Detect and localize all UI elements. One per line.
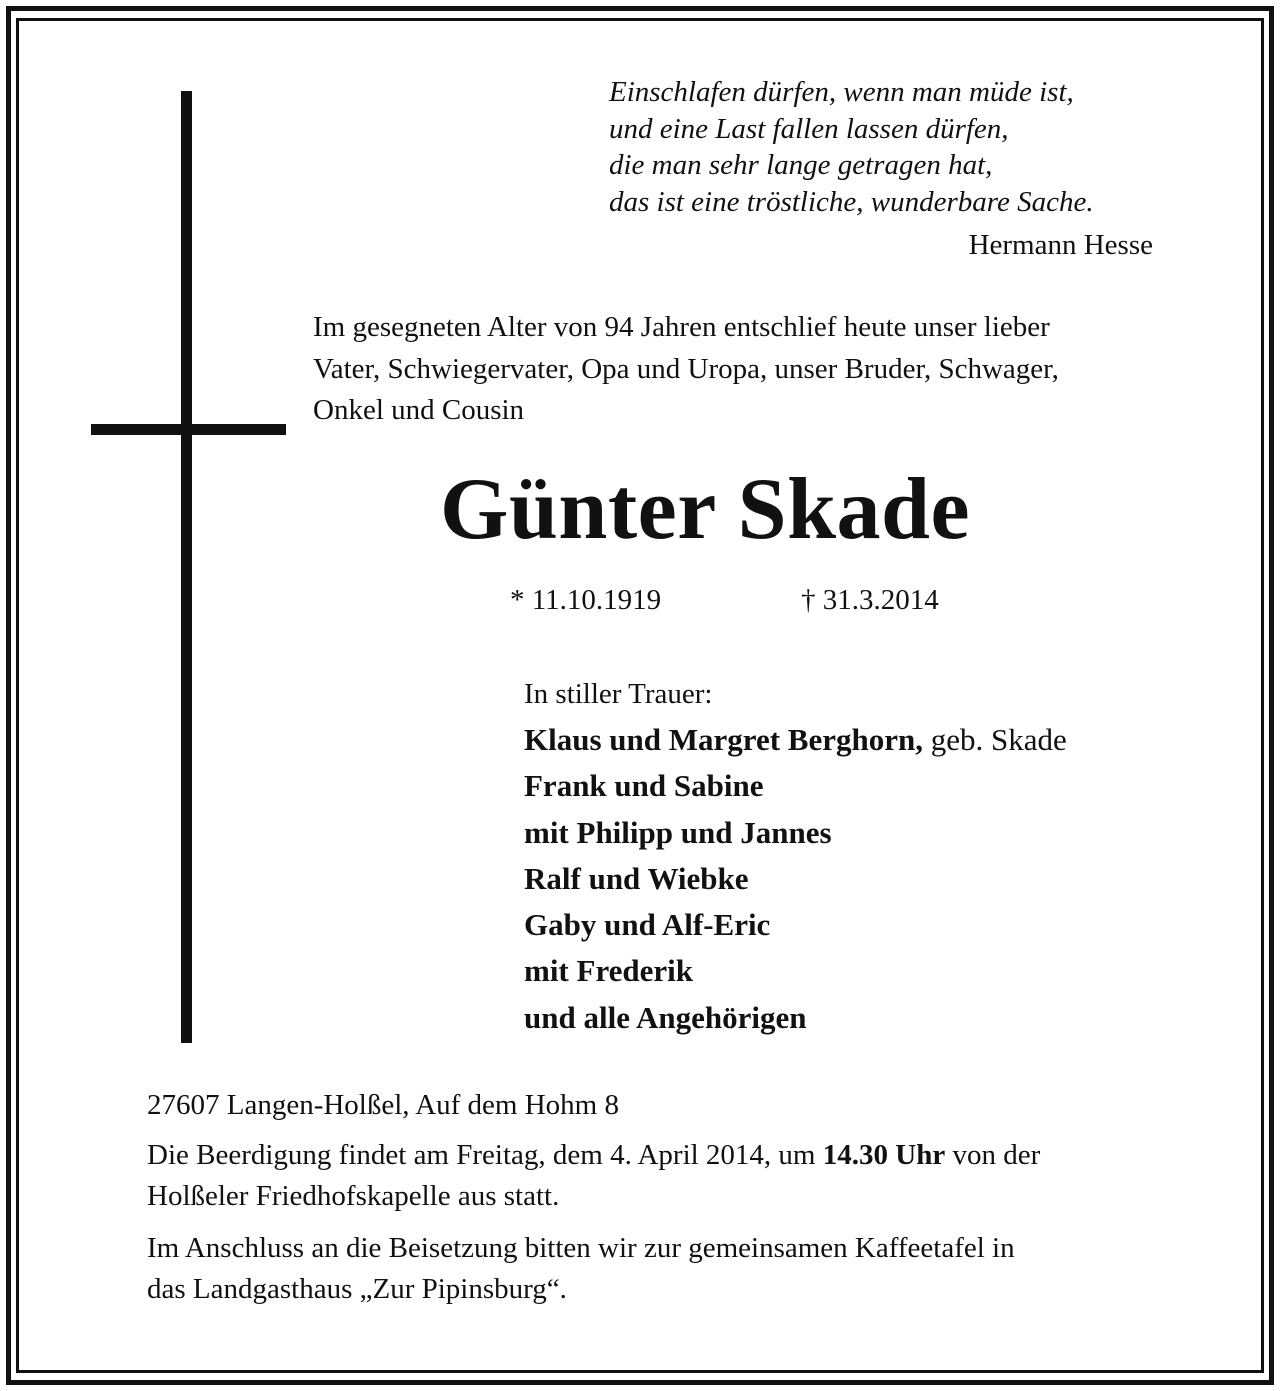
mourner-line [524, 902, 1224, 948]
quote-line: Einschlafen dürfen, wenn man müde ist, [609, 76, 1074, 108]
intro-line: Onkel und Cousin [313, 394, 525, 426]
quote-line: die man sehr lange getragen hat, [609, 149, 993, 181]
mourner-line [524, 717, 1224, 763]
mourner-name: mit Philipp und Jannes [524, 814, 832, 850]
family-address: 27607 Langen-Holßel, Auf dem Hohm 8 [147, 1089, 619, 1121]
birth-date: * 11.10.1919 [510, 584, 662, 616]
reception-info [147, 1228, 1207, 1310]
quote-author: Hermann Hesse [968, 229, 1153, 261]
deceased-name: Günter Skade [440, 461, 971, 558]
mourner-suffix: geb. Skade [923, 722, 1067, 757]
funeral-text: von der [945, 1139, 1041, 1171]
mourner-name: Gaby und Alf-Eric [524, 907, 771, 943]
intro-text [313, 307, 1193, 432]
intro-line: Vater, Schwiegervater, Opa und Uropa, unser Bruder, Schwager, [313, 352, 1059, 385]
quote-line: und eine Last fallen lassen dürfen, [609, 112, 1009, 145]
mourners-list [524, 717, 1224, 1041]
funeral-time: 14.30 Uhr [822, 1139, 946, 1171]
mourner-name: und alle Angehörigen [524, 999, 807, 1035]
mourner-name: Klaus und Margret Berghorn, [524, 722, 923, 757]
reception-line: das Landgasthaus „Zur Pipinsburg“. [147, 1273, 567, 1305]
funeral-line [147, 1135, 1207, 1176]
mourner-line [524, 810, 1224, 856]
funeral-text: Die Beerdigung findet am Freitag, dem 4. April 2014, um [147, 1139, 823, 1171]
cross-horizontal-bar [91, 424, 286, 435]
quote-line: das ist eine tröstliche, wunderbare Sache. [609, 185, 1094, 218]
mourner-line [524, 948, 1224, 994]
mourner-name: Frank und Sabine [524, 768, 764, 804]
funeral-line: Holßeler Friedhofskapelle aus statt. [147, 1180, 560, 1212]
mourner-line [524, 856, 1224, 902]
mourner-name: mit Frederik [524, 953, 694, 989]
reception-line: Im Anschluss an die Beisetzung bitten wir zur gemeinsamen Kaffeetafel in [147, 1232, 1015, 1264]
mourners-title: In stiller Trauer: [524, 678, 713, 710]
death-date: † 31.3.2014 [801, 584, 939, 616]
poem-quote [609, 74, 1169, 220]
mourner-name: Ralf und Wiebke [524, 860, 749, 896]
cross-vertical-bar [181, 91, 192, 1043]
intro-line: Im gesegneten Alter von 94 Jahren entschlief heute unser lieber [313, 311, 1050, 343]
mourner-line [524, 763, 1224, 809]
mourner-line [524, 995, 1224, 1041]
funeral-info [147, 1135, 1207, 1217]
